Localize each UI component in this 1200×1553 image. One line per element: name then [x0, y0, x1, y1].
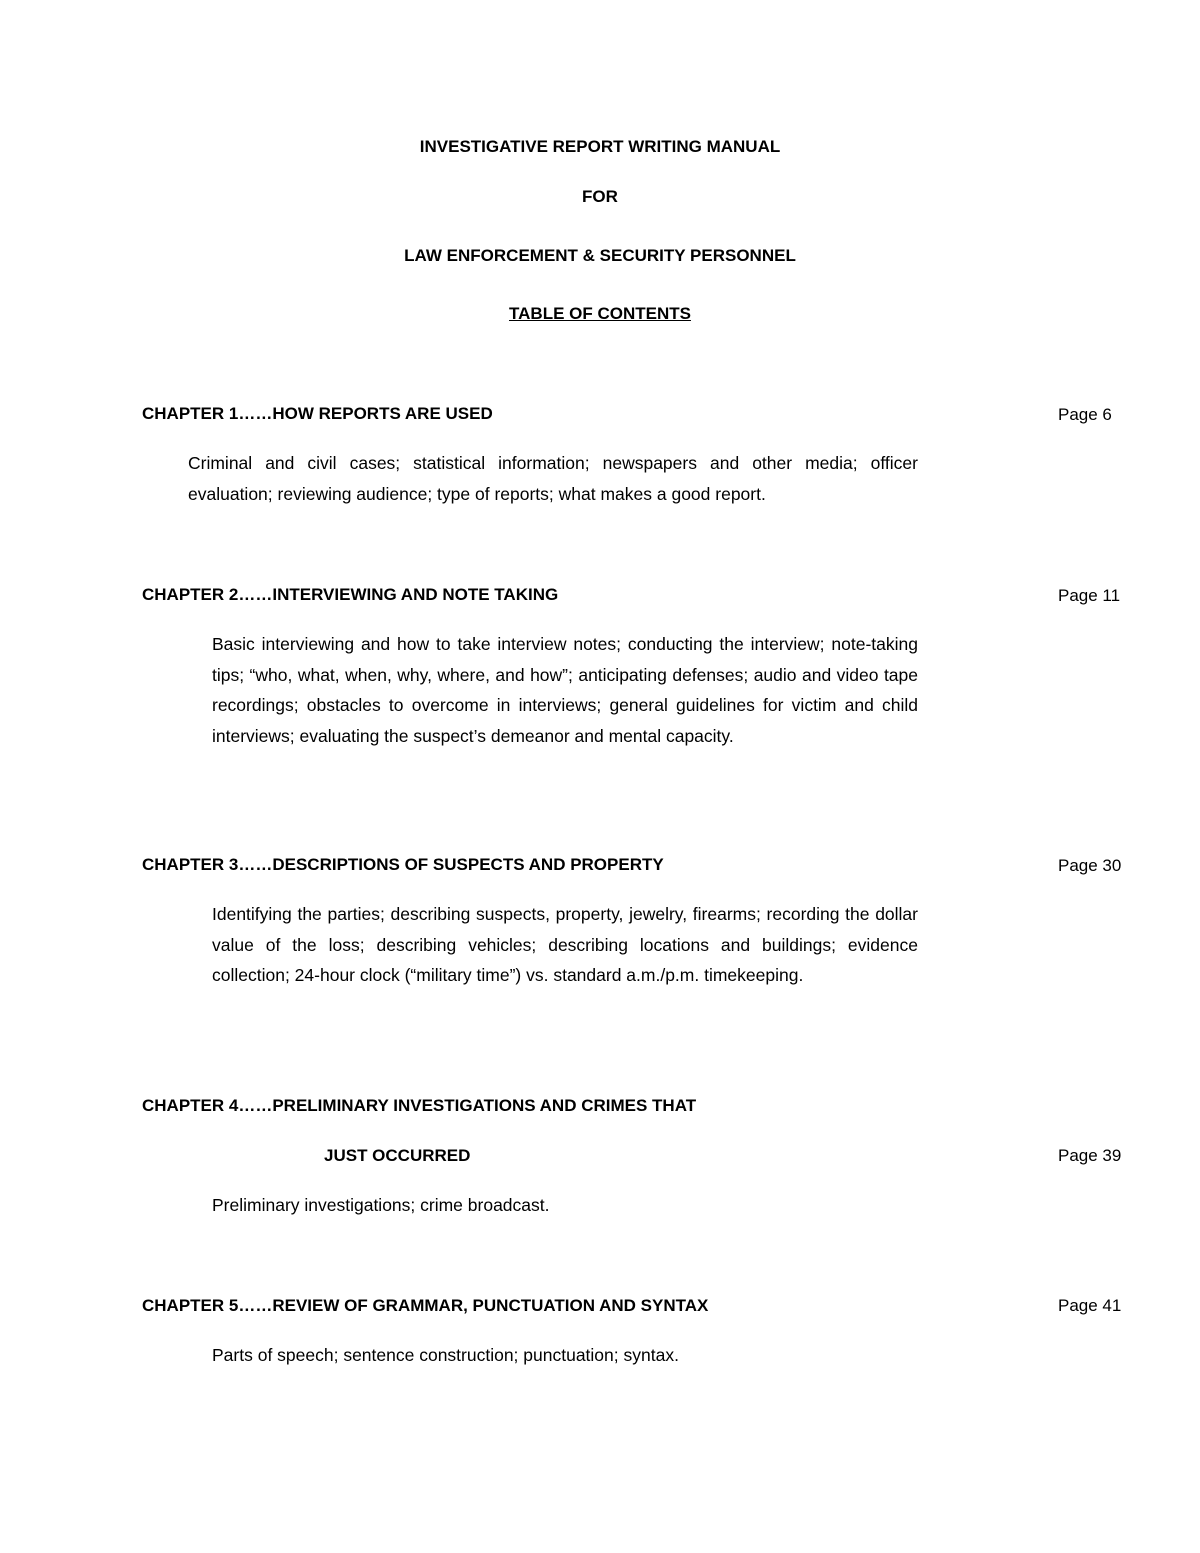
chapter-1-page: Page 6: [1058, 405, 1112, 424]
chapter-1-description: Criminal and civil cases; statistical information; newspapers and other media; officer evaluation; reviewing audience; type of reports; what makes a good report.: [188, 453, 918, 504]
chapter-5-page: Page 41: [1058, 1296, 1122, 1315]
toc-heading: [0, 304, 1200, 324]
chapter-4-description: Preliminary investigations; crime broadcast.: [212, 1195, 550, 1215]
chapter-3-heading: CHAPTER 3……DESCRIPTIONS OF SUSPECTS AND PROPERTY: [142, 855, 664, 874]
chapter-2-description: Basic interviewing and how to take interview notes; conducting the interview; note-taking tips; “who, what, when, why, where, and how”; anticipating defenses; audio and video tape recordings; obstacles to overcome in interviews; general guidelines for victim and child interviews; evaluating the suspect’s demeanor and mental capacity.: [212, 634, 918, 746]
chapter-4-heading-continued: JUST OCCURRED: [324, 1146, 471, 1165]
toc-heading-text: TABLE OF CONTENTS: [509, 304, 691, 323]
chapter-3-page: Page 30: [1058, 856, 1122, 875]
chapter-1-heading: CHAPTER 1……HOW REPORTS ARE USED: [142, 404, 493, 423]
chapter-2-heading: CHAPTER 2……INTERVIEWING AND NOTE TAKING: [142, 585, 559, 604]
chapter-5-description: Parts of speech; sentence construction; punctuation; syntax.: [212, 1345, 679, 1365]
document-for-line: FOR: [582, 187, 618, 206]
document-audience: LAW ENFORCEMENT & SECURITY PERSONNEL: [404, 246, 796, 265]
chapter-4-heading: CHAPTER 4……PRELIMINARY INVESTIGATIONS AND CRIMES THAT: [142, 1096, 697, 1115]
chapter-3-description: Identifying the parties; describing suspects, property, jewelry, firearms; recording the dollar value of the loss; describing vehicles; describing locations and buildings; evidence collection; 24-hour clock (“military time”) vs. standard a.m./p.m. timekeeping.: [212, 904, 918, 985]
chapter-5-heading: CHAPTER 5……REVIEW OF GRAMMAR, PUNCTUATION AND SYNTAX: [142, 1296, 709, 1315]
document-title: INVESTIGATIVE REPORT WRITING MANUAL: [419, 137, 781, 156]
chapter-2-page: Page 11: [1058, 586, 1121, 605]
chapter-4-page: Page 39: [1058, 1146, 1122, 1165]
